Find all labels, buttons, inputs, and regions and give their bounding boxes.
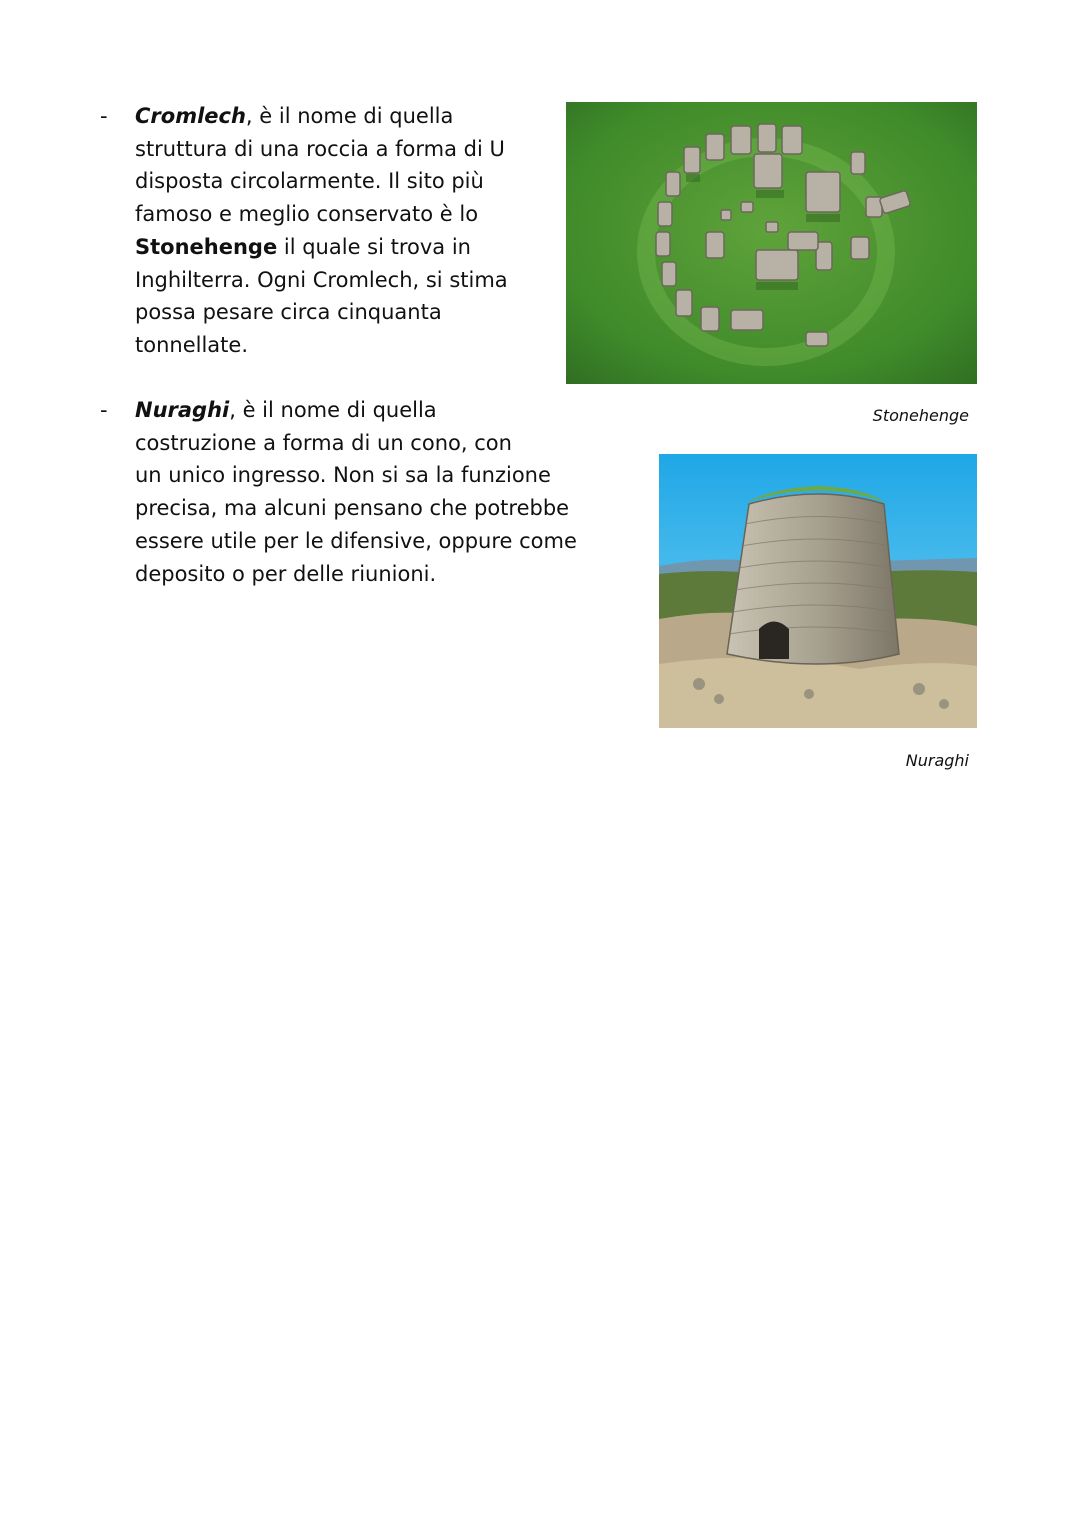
- nuraghi-caption: Nuraghi: [905, 751, 969, 770]
- bullet-dash: -: [100, 104, 108, 128]
- nuraghi-paragraph: [135, 394, 605, 590]
- term-cromlech: Cromlech: [135, 104, 246, 128]
- cromlech-text-2: il quale si trova in Inghilterra. Ogni Cromlech, si stima possa pesare circa cinquanta tonnellate.: [135, 234, 508, 357]
- stonehenge-caption: Stonehenge: [872, 406, 969, 425]
- nuraghi-text-1: , è il nome di quella costruzione a forma di un cono, con un unico ingresso. Non si sa la funzione precisa, ma alcuni pensano che potrebbe essere utile per le difensive, oppure come deposito o per delle riunioni.: [135, 398, 577, 586]
- term-nuraghi: Nuraghi: [135, 398, 230, 422]
- nuraghi-photo: [659, 454, 977, 728]
- cromlech-text-1: , è il nome di quella struttura di una roccia a forma di U disposta circolarmente. Il sito più famoso e meglio conservato è lo: [135, 104, 505, 227]
- stonehenge-photo: [566, 102, 977, 384]
- cromlech-paragraph: [135, 100, 565, 362]
- bullet-dash: -: [100, 398, 108, 422]
- bold-stonehenge: Stonehenge: [135, 234, 278, 259]
